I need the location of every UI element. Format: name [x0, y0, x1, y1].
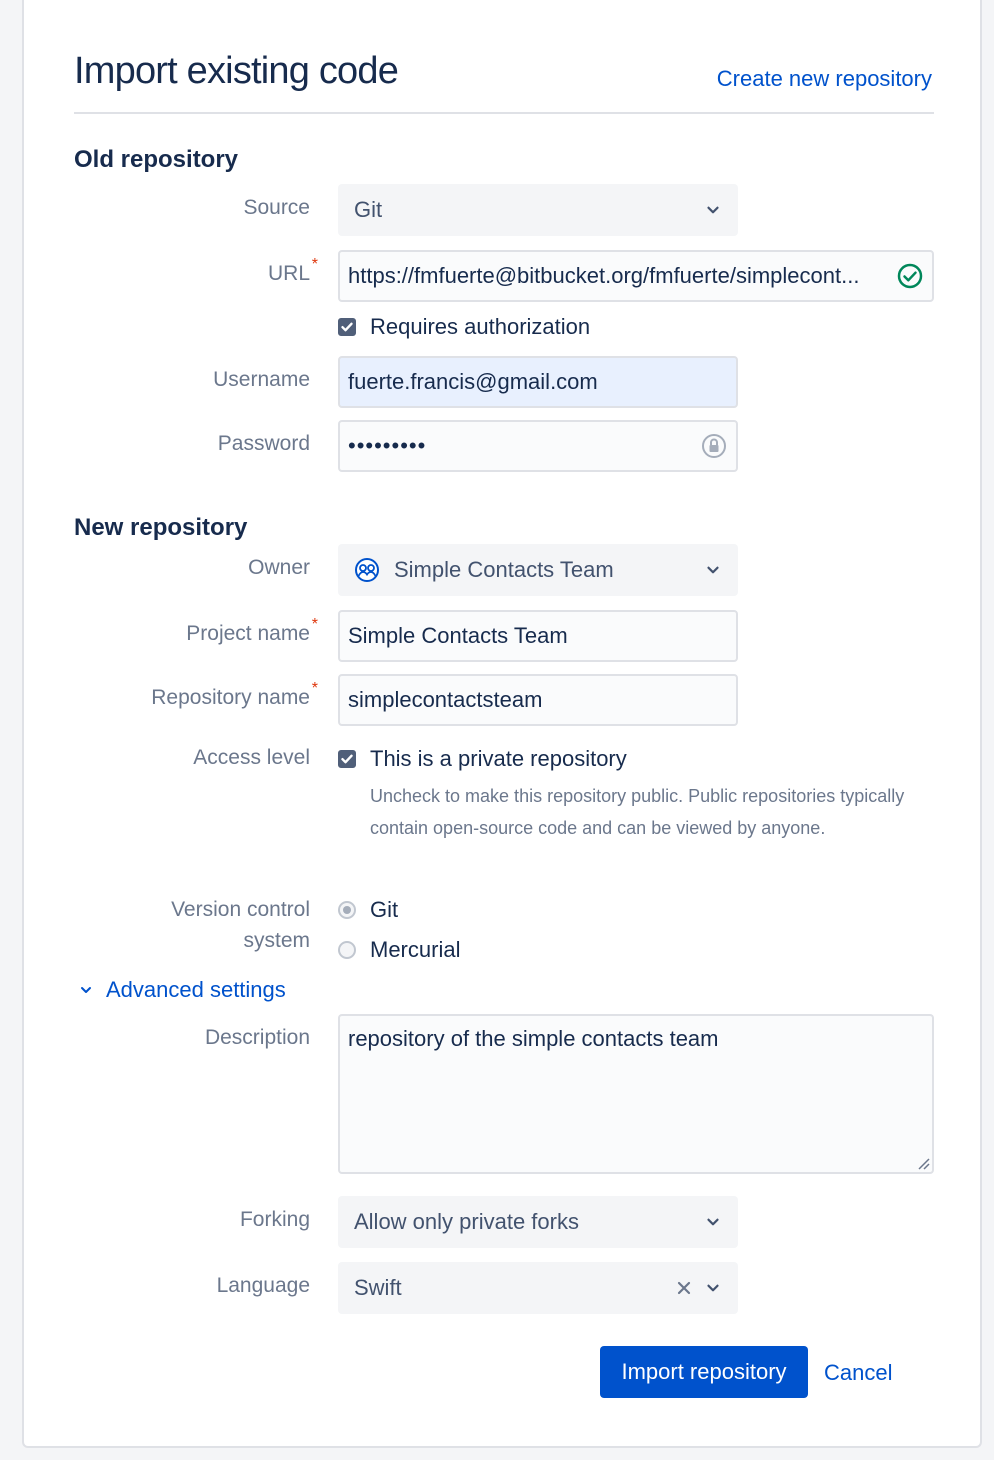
- chevron-down-icon: [704, 201, 722, 219]
- private-repo-label: This is a private repository: [370, 746, 627, 771]
- vcs-radio-git[interactable]: [338, 901, 356, 919]
- access-level-label: Access level: [193, 746, 310, 769]
- url-label-text: URL: [267, 262, 310, 285]
- source-select[interactable]: [338, 184, 738, 236]
- owner-select[interactable]: [338, 544, 738, 596]
- description-value: repository of the simple contacts team: [348, 1026, 719, 1051]
- vcs-label-line2: system: [243, 929, 310, 952]
- description-textarea[interactable]: [338, 1014, 934, 1174]
- checkmark-icon: [340, 752, 354, 766]
- repository-name-label-text: Repository name: [151, 686, 310, 709]
- advanced-settings-toggle[interactable]: [78, 977, 286, 1003]
- language-select[interactable]: [338, 1262, 738, 1314]
- url-label: [267, 256, 318, 286]
- requires-auth-label: Requires authorization: [370, 314, 591, 339]
- requires-auth-checkbox[interactable]: [338, 318, 356, 336]
- requires-auth-row: [338, 314, 590, 340]
- url-input-value: https://fmfuerte@bitbucket.org/fmfuerte/simplecont...: [348, 263, 860, 288]
- vcs-option-git[interactable]: [338, 897, 398, 923]
- import-repository-button[interactable]: Import repository: [600, 1346, 808, 1398]
- page-title: Import existing code: [74, 50, 399, 92]
- chevron-down-icon: [704, 561, 722, 579]
- password-label: Password: [217, 432, 310, 455]
- resize-handle-icon[interactable]: [914, 1154, 930, 1170]
- checkmark-icon: [340, 320, 354, 334]
- vcs-option-mercurial-label: Mercurial: [370, 937, 461, 962]
- language-select-value: Swift: [354, 1275, 402, 1300]
- new-repository-heading: New repository: [74, 514, 248, 541]
- required-marker: *: [311, 616, 318, 633]
- import-form-card: [22, 0, 982, 1448]
- source-label: Source: [243, 196, 310, 219]
- username-label: Username: [213, 368, 310, 391]
- repository-name-input[interactable]: simplecontactsteam: [338, 674, 738, 726]
- chevron-down-icon: [704, 1213, 722, 1231]
- project-name-input[interactable]: Simple Contacts Team: [338, 610, 738, 662]
- vcs-radio-mercurial[interactable]: [338, 941, 356, 959]
- chevron-down-icon: [704, 1279, 722, 1297]
- clear-icon[interactable]: [676, 1280, 692, 1296]
- forking-select[interactable]: [338, 1196, 738, 1248]
- password-input[interactable]: [338, 420, 738, 472]
- advanced-settings-link[interactable]: Advanced settings: [106, 977, 286, 1002]
- cancel-button[interactable]: Cancel: [824, 1360, 893, 1385]
- project-name-label: [186, 616, 318, 646]
- required-marker: *: [311, 680, 318, 697]
- header-divider: [74, 112, 934, 114]
- team-avatar-icon: [354, 557, 380, 583]
- repository-name-label: [151, 680, 318, 710]
- private-repo-row: [338, 746, 627, 772]
- old-repository-heading: Old repository: [74, 146, 239, 173]
- project-name-label-text: Project name: [186, 622, 310, 645]
- create-new-repository-link[interactable]: Create new repository: [716, 66, 932, 91]
- required-marker: *: [311, 256, 318, 273]
- vcs-label-line1: Version control: [171, 898, 310, 921]
- password-input-value: •••••••••: [348, 433, 427, 458]
- private-repo-checkbox[interactable]: [338, 750, 356, 768]
- url-input[interactable]: [338, 250, 934, 302]
- description-label: Description: [204, 1026, 310, 1049]
- forking-select-value: Allow only private forks: [354, 1209, 579, 1234]
- check-circle-icon: [896, 262, 924, 290]
- vcs-option-mercurial[interactable]: [338, 937, 460, 963]
- forking-label: Forking: [239, 1208, 310, 1231]
- language-label: Language: [216, 1274, 310, 1297]
- owner-label: Owner: [248, 556, 310, 579]
- source-select-value: Git: [354, 197, 383, 222]
- username-input[interactable]: fuerte.francis@gmail.com: [338, 356, 738, 408]
- chevron-down-icon: [78, 982, 94, 998]
- password-manager-icon[interactable]: [700, 432, 728, 460]
- vcs-option-git-label: Git: [370, 897, 399, 922]
- access-help-text: Uncheck to make this repository public. Public repositories typically contain open-source code and can be viewed by anyone.: [370, 786, 905, 838]
- owner-select-value: Simple Contacts Team: [394, 557, 614, 582]
